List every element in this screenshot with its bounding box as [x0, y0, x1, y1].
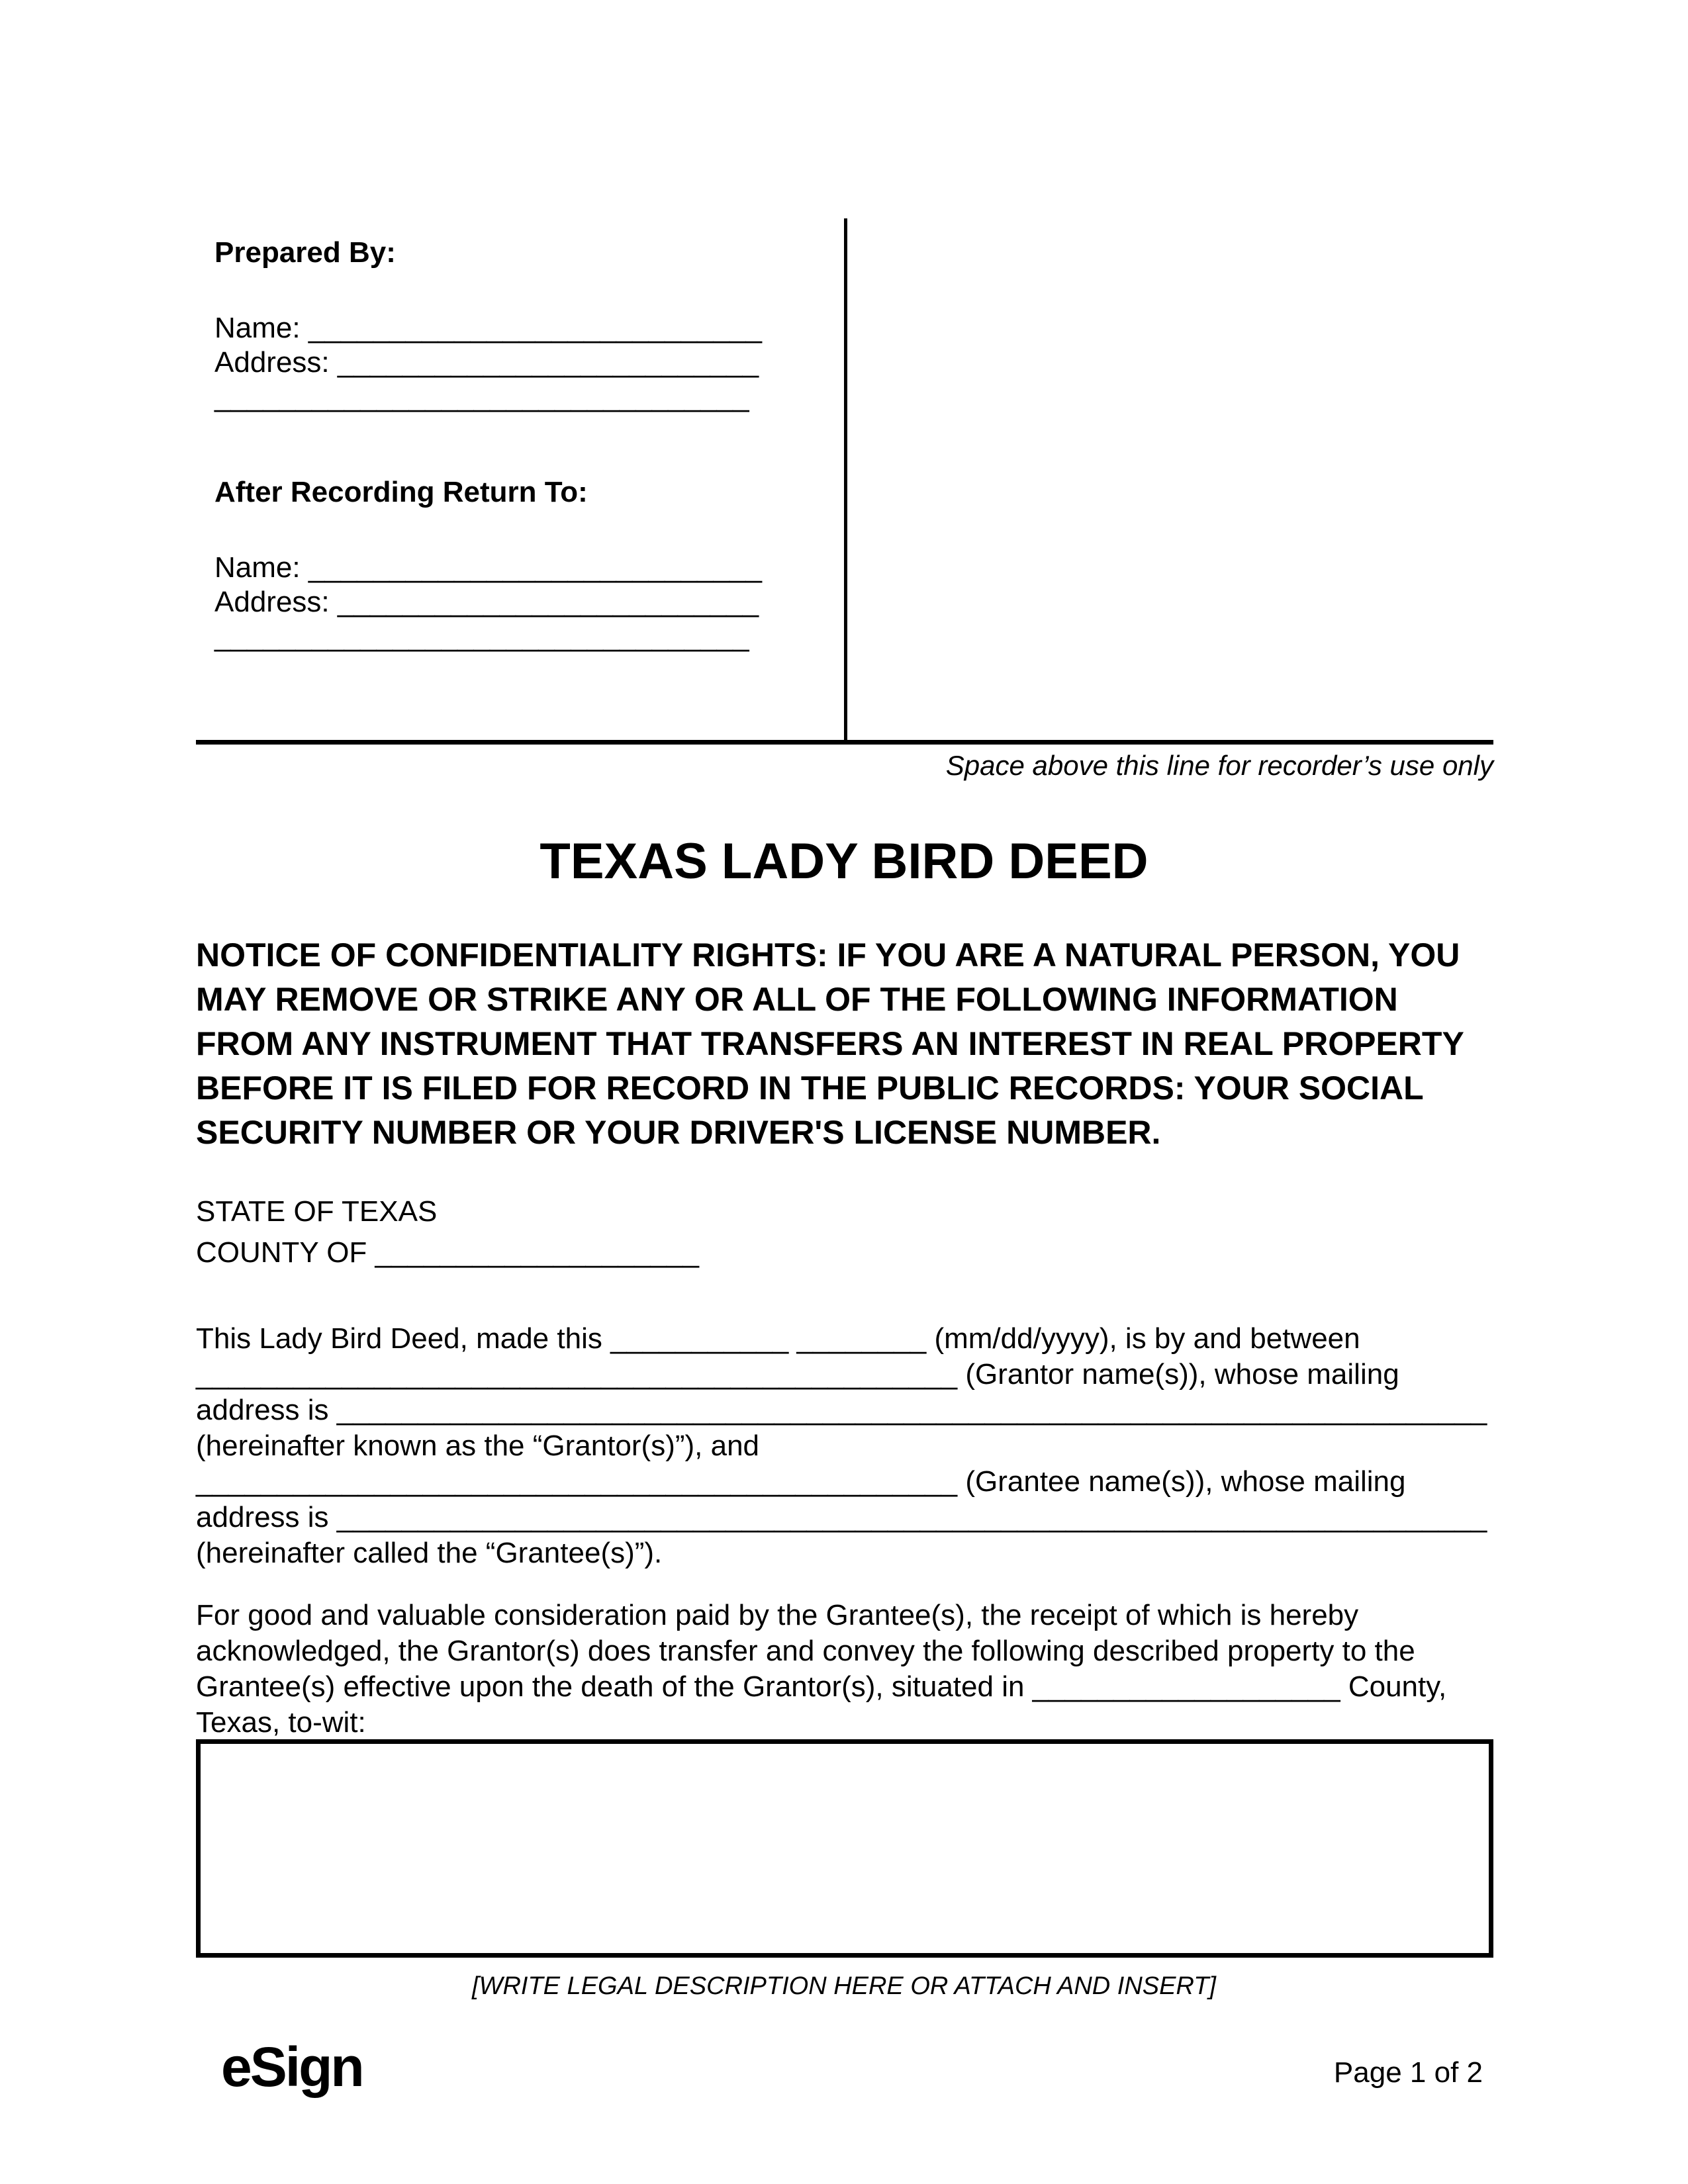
state-line: STATE OF TEXAS — [196, 1195, 438, 1228]
county-field[interactable]: COUNTY OF ____________________ — [196, 1236, 699, 1269]
consideration-line: Texas, to-wit: — [196, 1706, 366, 1739]
recorder-header — [196, 0, 1493, 745]
return-to-name-field[interactable]: Name: ____________________________ — [214, 551, 762, 584]
grantee-name-field[interactable]: _______________________________________________ (Grantee name(s)), whose mailing — [196, 1465, 1406, 1498]
vertical-divider — [844, 218, 847, 740]
notice-line: NOTICE OF CONFIDENTIALITY RIGHTS: IF YOU ARE A NATURAL PERSON, YOU — [196, 936, 1460, 974]
page-title: TEXAS LADY BIRD DEED — [539, 833, 1149, 889]
prepared-by-address-field-2[interactable]: _________________________________ — [214, 381, 749, 413]
recorder-use-note: Space above this line for recorder’s use only — [945, 750, 1493, 781]
consideration-line: For good and valuable consideration paid by the Grantee(s), the receipt of which is hereby — [196, 1599, 1359, 1631]
deed-parties-paragraph — [196, 1321, 1487, 1571]
grantor-name-field[interactable]: _______________________________________________ (Grantor name(s)), whose mailing — [196, 1358, 1399, 1390]
return-to-fields — [214, 551, 762, 654]
consideration-line: acknowledged, the Grantor(s) does transfer and convey the following described property to the — [196, 1635, 1415, 1667]
prepared-by-address-field[interactable]: Address: __________________________ — [214, 346, 759, 379]
notice-line: SECURITY NUMBER OR YOUR DRIVER'S LICENSE NUMBER. — [196, 1114, 1161, 1151]
deed-paragraph-line: (hereinafter known as the “Grantor(s)”), and — [196, 1430, 760, 1462]
jurisdiction-block — [196, 1191, 699, 1273]
prepared-by-fields — [214, 311, 762, 414]
deed-paragraph-line: (hereinafter called the “Grantee(s)”). — [196, 1537, 663, 1569]
grantor-address-field[interactable]: address is _______________________________________________________________________ — [196, 1394, 1487, 1426]
prepared-by-heading: Prepared By: — [214, 236, 396, 269]
notice-line: FROM ANY INSTRUMENT THAT TRANSFERS AN INTEREST IN REAL PROPERTY — [196, 1025, 1464, 1062]
deed-date-field[interactable]: This Lady Bird Deed, made this ___________ ________ (mm/dd/yyyy), is by and between — [196, 1322, 1360, 1355]
confidentiality-notice — [196, 933, 1507, 1155]
legal-description-caption: [WRITE LEGAL DESCRIPTION HERE OR ATTACH AND INSERT] — [472, 1972, 1216, 2000]
esign-logo: eSign — [221, 2036, 363, 2098]
notice-line: BEFORE IT IS FILED FOR RECORD IN THE PUBLIC RECORDS: YOUR SOCIAL — [196, 1069, 1424, 1107]
situated-county-field[interactable]: Grantee(s) effective upon the death of the Grantor(s), situated in ___________________ County, — [196, 1670, 1447, 1703]
return-to-address-field[interactable]: Address: __________________________ — [214, 586, 759, 618]
consideration-paragraph — [196, 1598, 1446, 1741]
grantee-address-field[interactable]: address is _______________________________________________________________________ — [196, 1501, 1487, 1533]
return-to-address-field-2[interactable]: _________________________________ — [214, 620, 749, 653]
legal-description-box[interactable] — [196, 1739, 1493, 1958]
prepared-by-name-field[interactable]: Name: ____________________________ — [214, 312, 762, 344]
return-to-block — [214, 475, 762, 654]
notice-line: MAY REMOVE OR STRIKE ANY OR ALL OF THE FOLLOWING INFORMATION — [196, 981, 1398, 1018]
return-to-heading: After Recording Return To: — [214, 476, 588, 508]
prepared-by-block — [214, 236, 762, 414]
page-indicator: Page 1 of 2 — [1333, 2056, 1483, 2089]
